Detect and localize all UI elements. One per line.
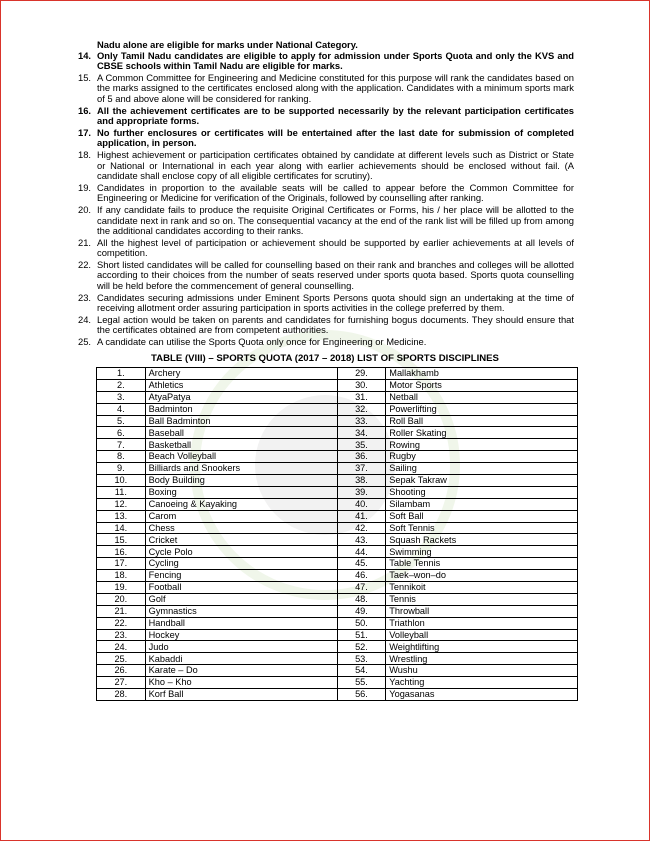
sport-name: Hockey: [145, 629, 337, 641]
serial-number: 18.: [97, 570, 146, 582]
intro-line: Nadu alone are eligible for marks under National Category.: [97, 39, 358, 50]
serial-number: 40.: [337, 498, 386, 510]
sport-name: Korf Ball: [145, 689, 337, 701]
serial-number: 15.: [97, 534, 146, 546]
sport-name: Carom: [145, 510, 337, 522]
serial-number: 9.: [97, 463, 146, 475]
serial-number: 22.: [97, 617, 146, 629]
sport-name: Body Building: [145, 475, 337, 487]
table-row: [97, 534, 578, 546]
paragraph-text: All the highest level of participation or achievement should be supported by earlier achievements at all levels of competition.: [97, 236, 574, 259]
sport-name: Athletics: [145, 379, 337, 391]
sport-name: Sepak Takraw: [386, 475, 578, 487]
serial-number: 14.: [97, 522, 146, 534]
serial-number: 24.: [97, 641, 146, 653]
serial-number: 31.: [337, 391, 386, 403]
paragraph-item: [78, 205, 574, 237]
sport-name: Ball Badminton: [145, 415, 337, 427]
sport-name: Kho – Kho: [145, 677, 337, 689]
table-row: [97, 427, 578, 439]
sport-name: Badminton: [145, 403, 337, 415]
serial-number: 7.: [97, 439, 146, 451]
paragraph-item: [78, 337, 574, 348]
paragraph-text: A Common Committee for Engineering and Medicine constituted for this purpose will rank the candidates based on the marks assigned to the certificates enclosed along with the application. Candidates with a minimum sports mark of 5 and above alone will be considered for ranking.: [97, 71, 574, 104]
table-row: [97, 379, 578, 391]
paragraph-number: 21.: [78, 236, 92, 248]
table-row: [97, 641, 578, 653]
serial-number: 35.: [337, 439, 386, 451]
paragraph-item: [78, 150, 574, 182]
paragraph-text: A candidate can utilise the Sports Quota only once for Engineering or Medicine.: [97, 336, 427, 348]
paragraph-item: [78, 183, 574, 204]
serial-number: 12.: [97, 498, 146, 510]
serial-number: 47.: [337, 582, 386, 594]
serial-number: 33.: [337, 415, 386, 427]
sport-name: Baseball: [145, 427, 337, 439]
table-row: [97, 629, 578, 641]
paragraph-number: 25.: [78, 336, 92, 348]
serial-number: 17.: [97, 558, 146, 570]
sport-name: Kabaddi: [145, 653, 337, 665]
serial-number: 45.: [337, 558, 386, 570]
sport-name: Table Tennis: [386, 558, 578, 570]
serial-number: 38.: [337, 475, 386, 487]
table-row: [97, 391, 578, 403]
serial-number: 11.: [97, 486, 146, 498]
sport-name: Motor Sports: [386, 379, 578, 391]
serial-number: 41.: [337, 510, 386, 522]
paragraph-text: No further enclosures or certificates will be entertained after the last date for submission of completed application, in person.: [97, 126, 574, 149]
table-row: [97, 451, 578, 463]
sport-name: Yogasanas: [386, 689, 578, 701]
sport-name: Cycling: [145, 558, 337, 570]
serial-number: 10.: [97, 475, 146, 487]
serial-number: 1.: [97, 368, 146, 380]
table-row: [97, 593, 578, 605]
serial-number: 29.: [337, 368, 386, 380]
sport-name: Golf: [145, 593, 337, 605]
sport-name: Football: [145, 582, 337, 594]
sport-name: Handball: [145, 617, 337, 629]
sport-name: Volleyball: [386, 629, 578, 641]
sport-name: Rowing: [386, 439, 578, 451]
sports-disciplines-table: [96, 367, 578, 701]
serial-number: 2.: [97, 379, 146, 391]
serial-number: 21.: [97, 605, 146, 617]
serial-number: 51.: [337, 629, 386, 641]
table-row: [97, 463, 578, 475]
paragraph-item: [78, 238, 574, 259]
table-row: [97, 475, 578, 487]
sport-name: Archery: [145, 368, 337, 380]
table-row: [97, 665, 578, 677]
serial-number: 54.: [337, 665, 386, 677]
paragraph-number: 20.: [78, 203, 92, 215]
sport-name: Gymnastics: [145, 605, 337, 617]
table-row: [97, 558, 578, 570]
serial-number: 28.: [97, 689, 146, 701]
serial-number: 37.: [337, 463, 386, 475]
sport-name: Throwball: [386, 605, 578, 617]
sport-name: Cycle Polo: [145, 546, 337, 558]
table-row: [97, 415, 578, 427]
sport-name: Powerlifting: [386, 403, 578, 415]
serial-number: 32.: [337, 403, 386, 415]
sport-name: Billiards and Snookers: [145, 463, 337, 475]
serial-number: 43.: [337, 534, 386, 546]
sport-name: Wrestling: [386, 653, 578, 665]
serial-number: 46.: [337, 570, 386, 582]
serial-number: 25.: [97, 653, 146, 665]
sport-name: Yachting: [386, 677, 578, 689]
serial-number: 52.: [337, 641, 386, 653]
sport-name: Rugby: [386, 451, 578, 463]
serial-number: 16.: [97, 546, 146, 558]
numbered-paragraphs: [78, 51, 574, 348]
serial-number: 56.: [337, 689, 386, 701]
sport-name: Silambam: [386, 498, 578, 510]
sport-name: Wushu: [386, 665, 578, 677]
table-row: [97, 522, 578, 534]
paragraph-number: 19.: [78, 181, 92, 193]
sport-name: Taek–won–do: [386, 570, 578, 582]
serial-number: 8.: [97, 451, 146, 463]
table-row: [97, 689, 578, 701]
sport-name: Swimming: [386, 546, 578, 558]
sport-name: Boxing: [145, 486, 337, 498]
sport-name: Canoeing & Kayaking: [145, 498, 337, 510]
table-row: [97, 617, 578, 629]
serial-number: 42.: [337, 522, 386, 534]
paragraph-text: Candidates in proportion to the available seats will be called to appear before the Common Committee for Engineering or Medicine for verification of the Originals, followed by counselling after ranking.: [97, 181, 574, 204]
paragraph-item: [78, 293, 574, 314]
sport-name: AtyaPatya: [145, 391, 337, 403]
paragraph-number: 24.: [78, 313, 92, 325]
paragraph-number: 16.: [78, 104, 92, 116]
serial-number: 50.: [337, 617, 386, 629]
paragraph-number: 23.: [78, 291, 92, 303]
paragraph-number: 15.: [78, 71, 92, 83]
serial-number: 6.: [97, 427, 146, 439]
table-row: [97, 605, 578, 617]
sport-name: Judo: [145, 641, 337, 653]
paragraph-item: [78, 128, 574, 149]
sport-name: Sailing: [386, 463, 578, 475]
paragraph-text: All the achievement certificates are to be supported necessarily by the relevant participation certificates and appropriate forms.: [97, 104, 574, 127]
table-row: [97, 498, 578, 510]
sport-name: Tennikoit: [386, 582, 578, 594]
sport-name: Chess: [145, 522, 337, 534]
serial-number: 30.: [337, 379, 386, 391]
serial-number: 27.: [97, 677, 146, 689]
table-row: [97, 439, 578, 451]
serial-number: 48.: [337, 593, 386, 605]
paragraph-item: [78, 73, 574, 105]
serial-number: 53.: [337, 653, 386, 665]
paragraph-item: [78, 315, 574, 336]
paragraph-item: [78, 260, 574, 292]
paragraph-text: Highest achievement or participation certificates obtained by candidate at different levels such as District or State or National or International in each year along with earlier achievements should be enclosed without fail. (A candidate shall enclose copy of all eligible certificates for scrutiny).: [97, 148, 574, 182]
sport-name: Karate – Do: [145, 665, 337, 677]
paragraph-text: Only Tamil Nadu candidates are eligible to apply for admission under Sports Quota and only the KVS and CBSE schools within Tamil Nadu are eligible for marks.: [97, 49, 574, 72]
table-row: [97, 403, 578, 415]
table-row: [97, 653, 578, 665]
serial-number: 44.: [337, 546, 386, 558]
serial-number: 5.: [97, 415, 146, 427]
table-title: TABLE (VIII) – SPORTS QUOTA (2017 – 2018) LIST OF SPORTS DISCIPLINES: [151, 353, 499, 364]
serial-number: 26.: [97, 665, 146, 677]
paragraph-text: Candidates securing admissions under Eminent Sports Persons quota should sign an undertaking at the time of receiving allotment order assuring participation in sports activities in the college preferred by them.: [97, 291, 574, 314]
serial-number: 13.: [97, 510, 146, 522]
table-row: [97, 546, 578, 558]
sport-name: Tennis: [386, 593, 578, 605]
paragraph-text: If any candidate fails to produce the requisite Original Certificates or Forms, his / her place will be allotted to the candidate next in rank and so on. The consequential vacancy at the end of the rank list will be filled up from among the additional candidates according to their ranks.: [97, 203, 574, 237]
paragraph-number: 14.: [78, 49, 92, 61]
table-row: [97, 368, 578, 380]
paragraph-text: Short listed candidates will be called for counselling based on their rank and branches and colleges will be allotted according to their choices from the number of seats reserved under sports quota based. Sports quota counselling will be held before the commencement of general counselling.: [97, 258, 574, 292]
paragraph-number: 17.: [78, 126, 92, 138]
paragraph-number: 22.: [78, 258, 92, 270]
sport-name: Mallakhamb: [386, 368, 578, 380]
sport-name: Netball: [386, 391, 578, 403]
serial-number: 36.: [337, 451, 386, 463]
serial-number: 23.: [97, 629, 146, 641]
serial-number: 4.: [97, 403, 146, 415]
serial-number: 19.: [97, 582, 146, 594]
sport-name: Weightlifting: [386, 641, 578, 653]
document-body: [78, 40, 574, 349]
sport-name: Soft Ball: [386, 510, 578, 522]
sport-name: Basketball: [145, 439, 337, 451]
sport-name: Fencing: [145, 570, 337, 582]
sport-name: Shooting: [386, 486, 578, 498]
table-row: [97, 486, 578, 498]
serial-number: 3.: [97, 391, 146, 403]
serial-number: 49.: [337, 605, 386, 617]
serial-number: 55.: [337, 677, 386, 689]
sport-name: Soft Tennis: [386, 522, 578, 534]
serial-number: 34.: [337, 427, 386, 439]
sport-name: Roll Ball: [386, 415, 578, 427]
paragraph-text: Legal action would be taken on parents and candidates for furnishing bogus documents. They should ensure that the certificates obtained are from competent authorities.: [97, 313, 574, 336]
paragraph-number: 18.: [78, 148, 92, 160]
paragraph-item: [78, 51, 574, 72]
table-row: [97, 570, 578, 582]
table-row: [97, 510, 578, 522]
sport-name: Cricket: [145, 534, 337, 546]
serial-number: 20.: [97, 593, 146, 605]
table-row: [97, 677, 578, 689]
table-row: [97, 582, 578, 594]
sport-name: Roller Skating: [386, 427, 578, 439]
sport-name: Triathlon: [386, 617, 578, 629]
sport-name: Beach Volleyball: [145, 451, 337, 463]
sport-name: Squash Rackets: [386, 534, 578, 546]
serial-number: 39.: [337, 486, 386, 498]
paragraph-item: [78, 106, 574, 127]
